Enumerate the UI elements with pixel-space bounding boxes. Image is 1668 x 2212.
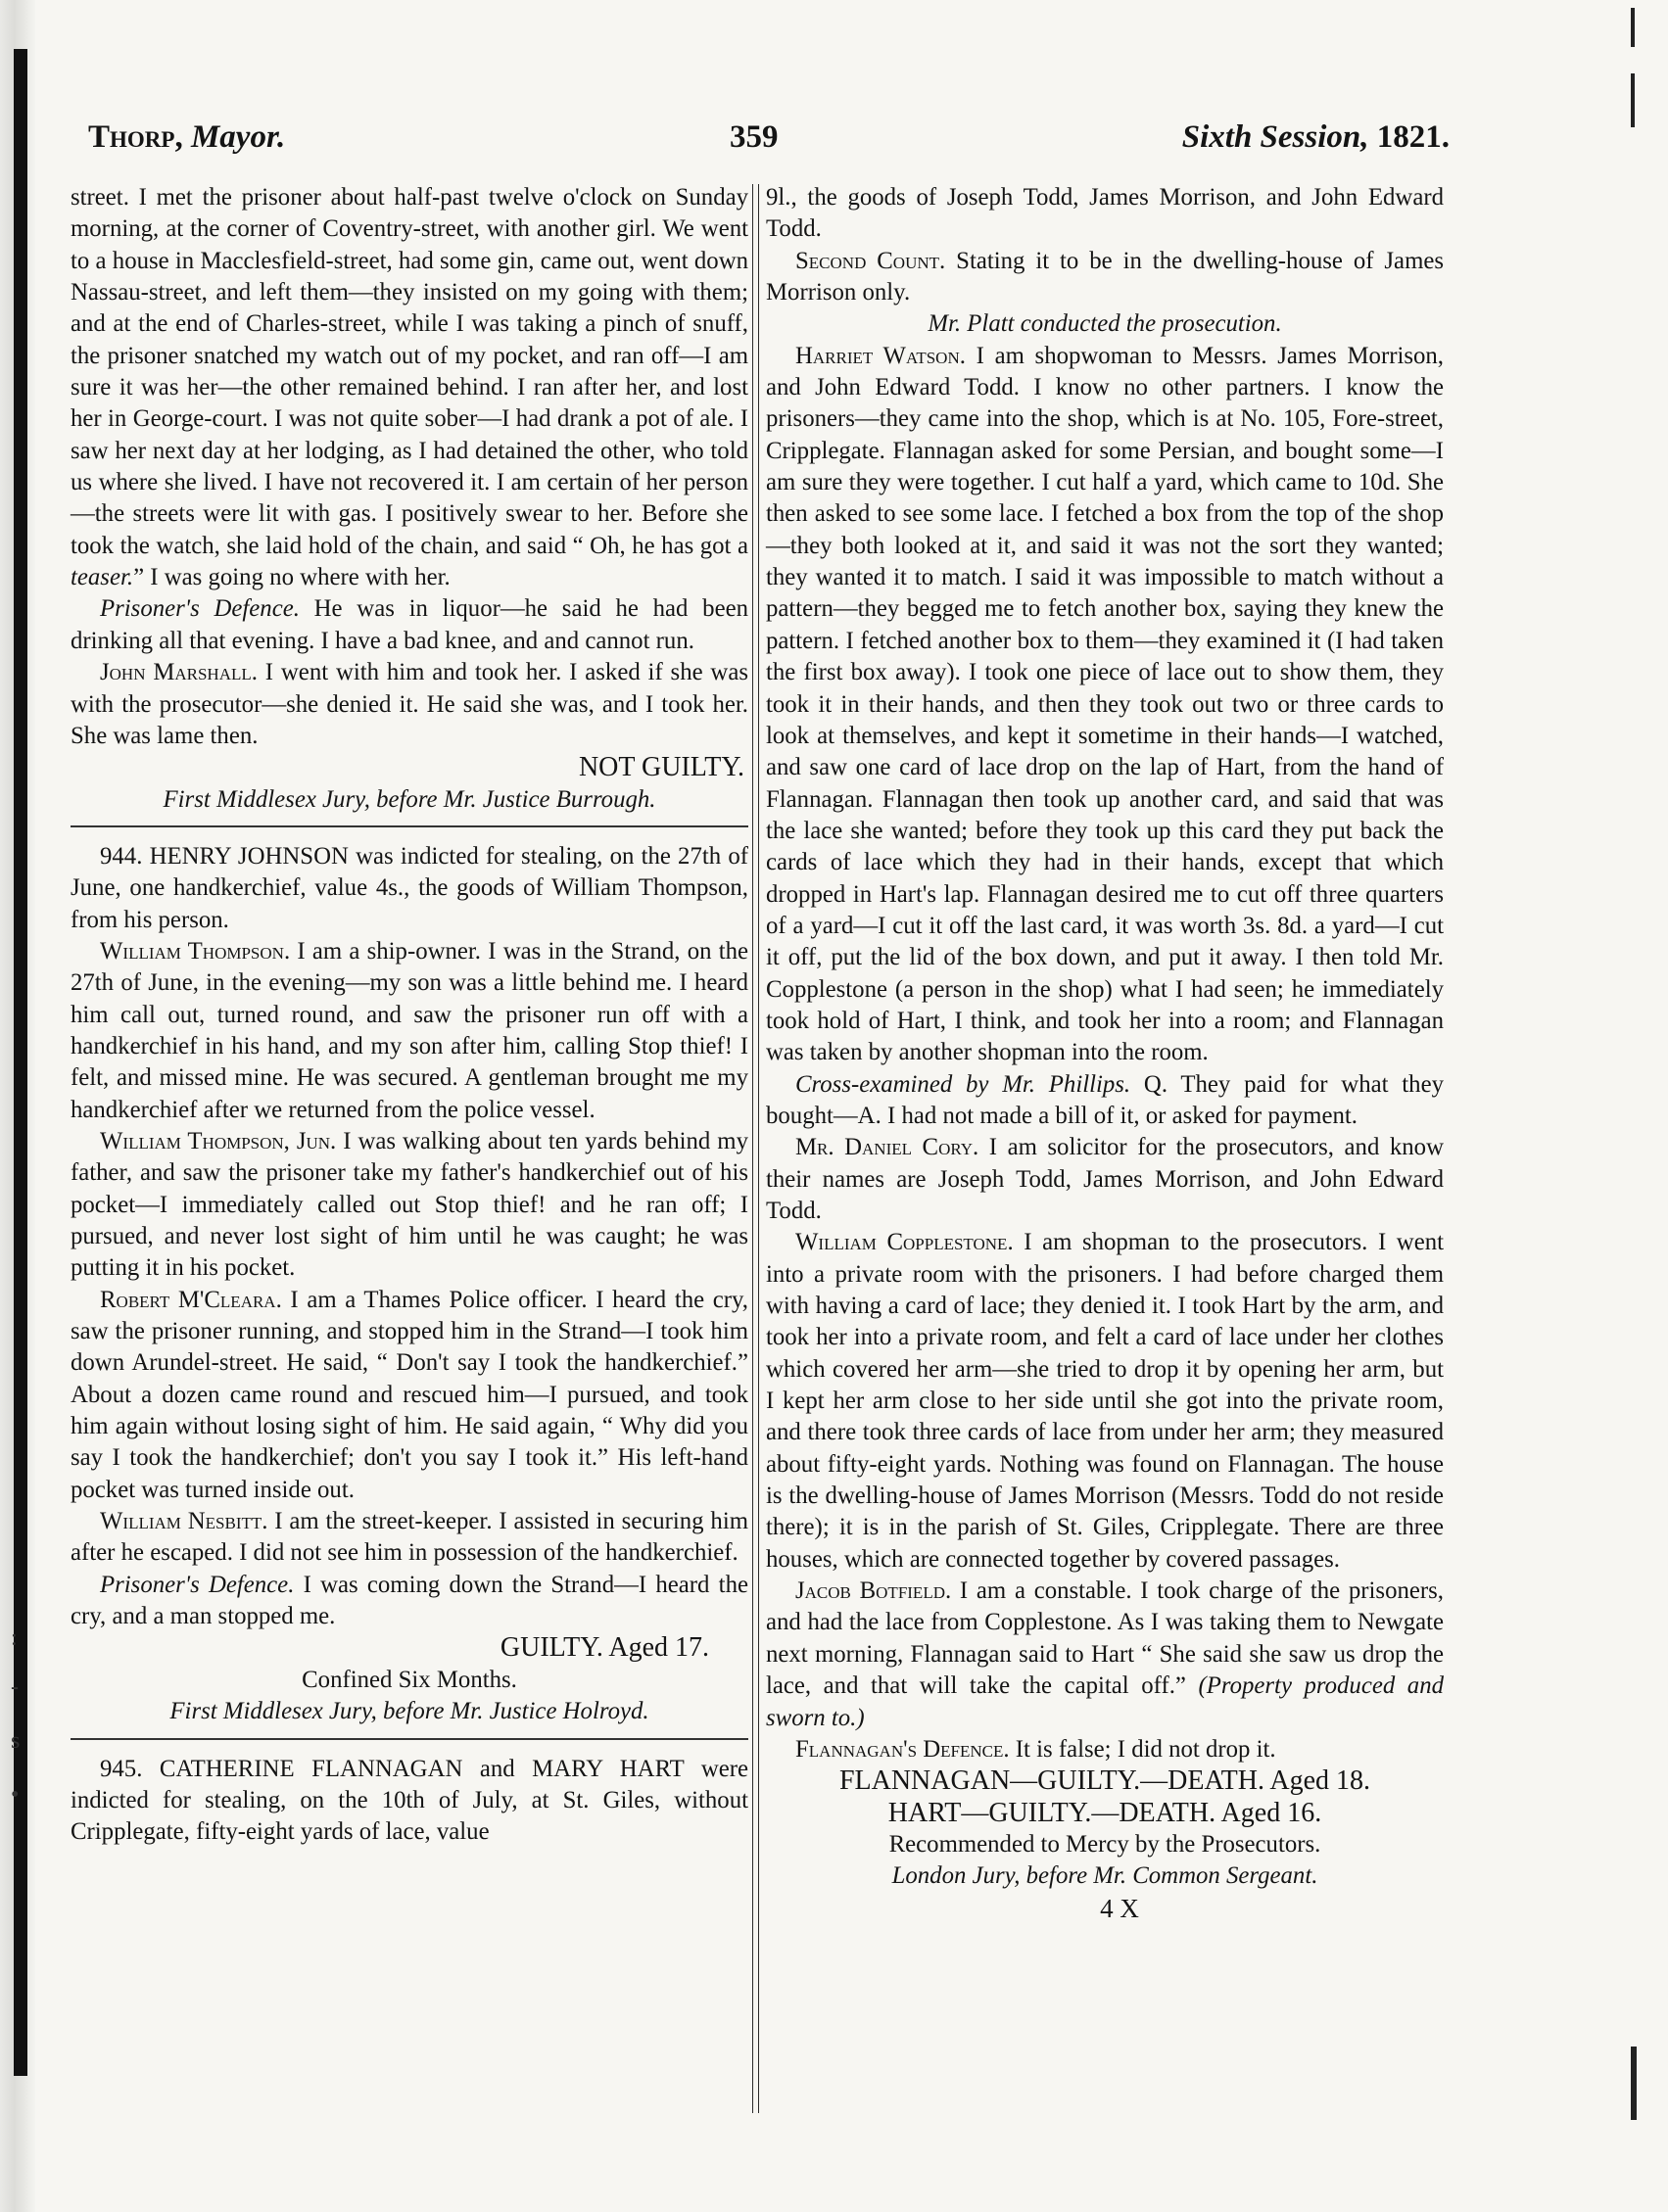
column-divider	[752, 184, 759, 2113]
jury-line: London Jury, before Mr. Common Sergeant.	[891, 1862, 1318, 1890]
mayor-title: Mayor.	[190, 119, 286, 155]
witness-paragraph: Mr. Daniel Cory. I am solicitor for the prosecutors, and know their names are Joseph Todd, James Morrison, and John Edward Todd.	[766, 1134, 1444, 1224]
verdict: GUILTY. Aged 17.	[500, 1632, 709, 1664]
recommendation: Recommended to Mercy by the Prosecutors.	[888, 1830, 1321, 1858]
left-column	[71, 182, 748, 1849]
header-session	[1182, 119, 1450, 156]
defence-paragraph: Flannagan's Defence. It is false; I did not drop it.	[795, 1735, 1276, 1763]
prosecution-note: Mr. Platt conducted the prosecution.	[928, 310, 1282, 338]
cross-exam-label: Cross-examined by Mr. Phillips.	[795, 1070, 1131, 1098]
right-edge-mark	[1631, 73, 1635, 127]
witness-name: Mr. Daniel Cory.	[795, 1134, 979, 1161]
witness-paragraph: John Marshall. I went with him and took her. I asked if she was with the prosecutor—she denied it. He said she was, and I took her. She was lame then.	[71, 659, 748, 749]
witness-paragraph: William Thompson. I am a ship-owner. I was in the Strand, on the 27th of June, in the evening—my son was a little behind me. I heard him call out, turned round, and saw the prisoner run off with a handkerchief in his hand, and my son after him, calling Stop thief! I felt, and missed mine. He was secured. A gentleman brought me my handkerchief after we returned from the police vessel.	[71, 937, 749, 1123]
sentence: Confined Six Months.	[302, 1666, 517, 1693]
margin-mark: •	[11, 1782, 20, 1808]
witness-name: William Thompson, Jun.	[100, 1127, 337, 1154]
cross-exam-paragraph: Cross-examined by Mr. Phillips. Q. They paid for what they bought—A. I had not made a bill of it, or asked for payment.	[766, 1070, 1444, 1129]
witness-name: Jacob Botfield.	[795, 1577, 952, 1605]
verdict: FLANNAGAN—GUILTY.—DEATH. Aged 18.	[838, 1765, 1371, 1797]
witness-paragraph: William Thompson, Jun. I was walking about ten yards behind my father, and saw the prisoner take my father's handkerchief out of his pocket—I immediately called out Stop thief! and he ran off; I pursued, and never lost sight of him until he was caught; he was putting it in his pocket.	[71, 1127, 748, 1282]
mayor-name: Thorp,	[88, 119, 183, 155]
right-column	[766, 182, 1444, 1924]
case-separator	[71, 825, 748, 827]
count-paragraph: Second Count. Stating it to be in the dwelling-house of James Morrison only.	[766, 247, 1445, 306]
case-intro: 945. CATHERINE FLANNAGAN and MARY HART were indicted for stealing, on the 10th of July, at St. Giles, without Cripplegate, fifty-eight yards of lace, value	[71, 1755, 748, 1846]
testimony-paragraph: street. I met the prisoner about half-past twelve o'clock on Sunday morning, at the corner of Coventry-street, with another girl. We went to a house in Macclesfield-street, had some gin, came out, went down Nassau-street, and left them—they insisted on my going with them; and at the end of Charles-street, while I was taking a pinch of snuff, the prisoner snatched my watch out of my pocket, and ran off—I am sure it was her—the other remained behind. I ran after her, and lost her in George-court. I was not quite sober—I had drank a pot of ale. I saw her next day at her lodging, as I had detained the other, who told us where she lived. I have not recovered it. I am certain of her person—the streets were lit with gas. I positively swear to her. Before she took the watch, she laid hold of the chain, and said “ Oh, he has got a teaser.” I was going no where with her.	[71, 184, 748, 591]
witness-name: William Nesbitt.	[100, 1508, 268, 1535]
witness-name: William Thompson.	[100, 937, 291, 965]
count-label: Second Count.	[795, 247, 946, 274]
witness-paragraph: William Nesbitt. I am the street-keeper. I assisted in securing him after he escaped. I did not see him in possession of the handkerchief.	[71, 1508, 748, 1567]
defence-paragraph: Prisoner's Defence. He was in liquor—he said he had been drinking all that evening. I have a bad knee, and and cannot run.	[71, 595, 748, 654]
margin-mark: s	[11, 1728, 21, 1754]
jury-line: First Middlesex Jury, before Mr. Justice Holroyd.	[169, 1698, 649, 1725]
header-mayor	[88, 119, 285, 156]
jury-line: First Middlesex Jury, before Mr. Justice Burrough.	[163, 785, 656, 813]
page-header	[78, 119, 1450, 168]
case-intro-continued: 9l., the goods of Joseph Todd, James Morrison, and John Edward Todd.	[766, 184, 1444, 243]
defence-label: Prisoner's Defence.	[100, 1571, 295, 1598]
margin-mark: -	[11, 1674, 19, 1700]
witness-name: William Copplestone.	[795, 1229, 1014, 1256]
witness-paragraph: Robert M'Cleara. I am a Thames Police officer. I heard the cry, saw the prisoner running, and stopped him in the Strand—I took him down Arundel-street. He said, “ Don't say I took the handkerchief.” About a dozen came round and rescued him—I pursued, and took him again without losing sight of him. He said again, “ Why did you say I took the handkerchief; don't you say I took it.” His left-hand pocket was turned inside out.	[71, 1286, 749, 1503]
verdict: HART—GUILTY.—DEATH. Aged 16.	[887, 1797, 1322, 1828]
quoted-word: teaser.	[71, 564, 134, 591]
defence-label: Flannagan's Defence.	[795, 1735, 1010, 1763]
property-note: (Property produced and sworn to.)	[766, 1672, 1444, 1731]
right-edge-mark	[1631, 2047, 1637, 2120]
defence-paragraph: Prisoner's Defence. I was coming down the Strand—I heard the cry, and a man stopped me.	[71, 1571, 748, 1630]
witness-paragraph: Harriet Watson. I am shopwoman to Messrs. James Morrison, and John Edward Todd. I know no other partners. I know the prisoners—they came into the shop, which is at No. 105, Fore-street, Cripplegate. Flannagan asked for some Persian, and bought some—I am sure they were together. I cut half a yard, which came to 10d. She then asked to see some lace. I fetched a box from the top of the shop—they both looked at it, and said it was not the sort they wanted; they wanted it to match. I said it was impossible to match without a pattern—they begged me to fetch another box, saying they knew the pattern. I fetched another box to them—they examined it (I had taken the first box away). I took one piece of lace out to show them, they took it in their hands, and then they took out two or three cards to look at themselves, and kept it sometime in their hands—I watched, and saw one card of lace drop on the lap of Hart, from the hand of Flannagan. Flannagan then took up another card, and said that was the lace she wanted; before they took up this card they put back the cards of lace which they had in their hands, except that which dropped in Hart's lap. Flannagan desired me to cut off three quarters of a yard—I cut it off the last card, it was worth 3s. 8d. a yard—I cut it off, put the lid of the box down, and put it away. I then told Mr. Copplestone (a person in the shop) what I had seen; he immediately took hold of Hart, I think, and took her into a room; and Flannagan was taken by another shopman into the room.	[766, 342, 1445, 1066]
margin-mark: :	[11, 1625, 18, 1651]
witness-name: Robert M'Cleara.	[100, 1286, 282, 1313]
witness-paragraph: Jacob Botfield. I am a constable. I took charge of the prisoners, and had the lace from Copplestone. As I was taking them to Newgate next morning, Flannagan said to Hart “ She said she saw us drop the lace, and that will take the capital off.” (Property produced and sworn to.)	[766, 1577, 1444, 1731]
page-number: 359	[730, 119, 779, 155]
signature-mark: 4 X	[1100, 1893, 1139, 1923]
defence-label: Prisoner's Defence.	[100, 595, 300, 623]
right-edge-mark	[1631, 8, 1635, 47]
session-label: Sixth Session,	[1181, 119, 1369, 155]
case-intro: 944. HENRY JOHNSON was indicted for stealing, on the 27th of June, one handkerchief, value 4s., the goods of William Thompson, from his person.	[71, 842, 748, 933]
verdict: NOT GUILTY.	[578, 752, 744, 783]
session-year: 1821.	[1376, 119, 1450, 155]
witness-name: Harriet Watson.	[795, 342, 966, 369]
witness-name: John Marshall.	[100, 659, 258, 686]
witness-paragraph: William Copplestone. I am shopman to the prosecutors. I went into a private room with the prisoners. I had before charged them with having a card of lace; they denied it. I took Hart by the arm, and took her into a private room, and felt a card of lace under her clothes which covered her arm—she tried to drop it by opening her arm, but I kept her arm close to her side until she got into the private room, and there took three cards of lace from under her arm; they measured about fifty-eight yards. Nothing was found on Flannagan. The house is the dwelling-house of James Morrison (Messrs. Todd do not reside there); it is in the parish of St. Giles, Cripplegate. There are three houses, which are connected together by covered passages.	[766, 1229, 1444, 1573]
case-separator	[71, 1738, 748, 1740]
binding-spine-bar	[14, 49, 27, 2076]
